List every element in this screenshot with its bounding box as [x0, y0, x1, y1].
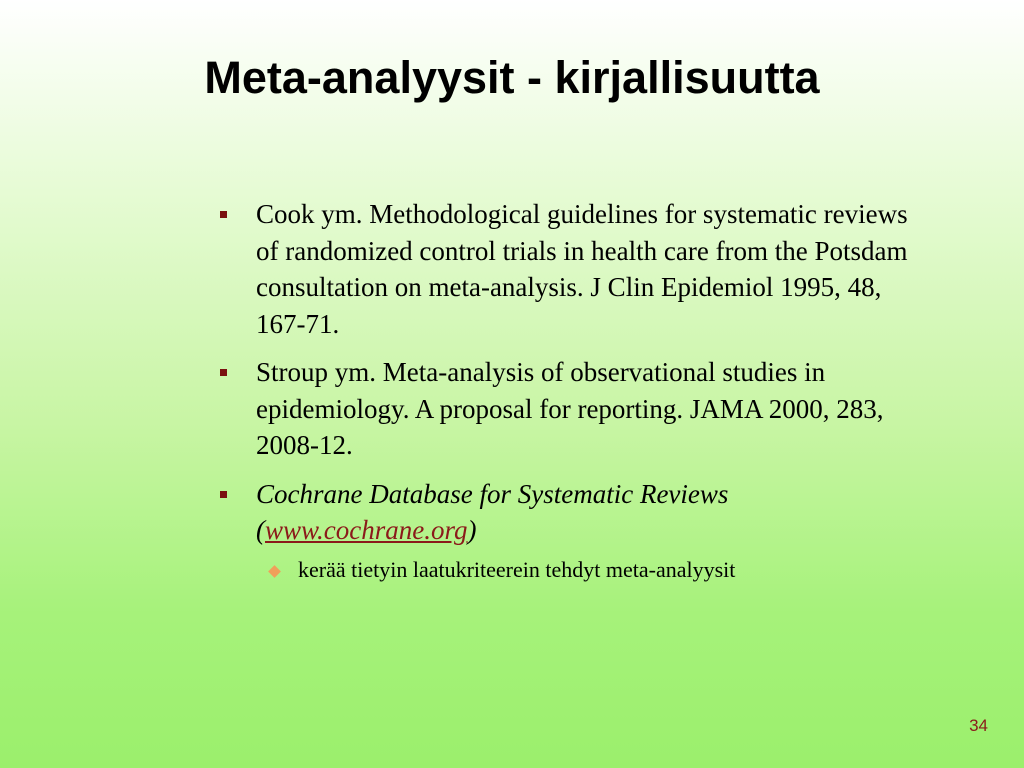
square-bullet-icon [220, 491, 227, 498]
bullet-text: Cochrane Database for Systematic Reviews [256, 478, 729, 509]
page-number: 34 [969, 716, 988, 735]
paren-open: ( [256, 515, 265, 545]
bullet-item-cochrane [214, 476, 934, 549]
square-bullet-icon [220, 211, 227, 218]
diamond-bullet-icon [268, 565, 281, 578]
bullet-list [214, 196, 934, 585]
bullet-text: Stroup ym. Meta-analysis of observational studies in epidemiology. A proposal for reporting. JAMA 2000, 283, 2008-12. [256, 357, 884, 460]
slide-title: Meta-analyysit - kirjallisuutta [204, 52, 820, 103]
paren-close: ) [467, 515, 477, 545]
sub-bullet-item [214, 555, 934, 585]
sub-bullet-text: kerää tietyin laatukriteerein tehdyt meta-analyysit [298, 556, 736, 582]
bullet-text: Cook ym. Methodological guidelines for systematic reviews of randomized control trials in health care from the Potsdam consultation on meta-analysis. J Clin Epidemiol 1995, 48, 167-71. [256, 199, 908, 339]
bullet-item-stroup [214, 354, 934, 464]
square-bullet-icon [220, 369, 227, 376]
bullet-item-cook [214, 196, 934, 342]
cochrane-link[interactable]: www.cochrane.org [265, 515, 468, 545]
